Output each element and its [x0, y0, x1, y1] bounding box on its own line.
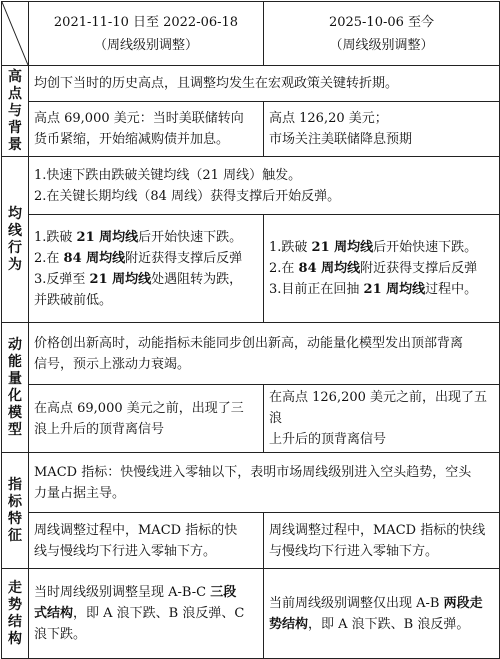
right-period-dates: 2025-10-06 至今 — [328, 14, 435, 30]
indicator-right-cell: 周线调整过程中，MACD 指标的快线 与慢线均下行进入零轴下方。 — [264, 513, 500, 569]
ma-shared-text: 1.快速下跌由跌破关键均线（21 周线）触发。 2.在关键长期均线（84 周线）获得支撑后开始反弹。 — [29, 157, 500, 215]
ma-left-cell: 1.跌破 21 周均线后开始快速下跌。 2.在 84 周均线附近获得支撑后反弹 3.反弹至 21 周均线处遇阻转为跌， 并跌破前低。 — [29, 215, 264, 323]
header-left-period — [29, 2, 264, 66]
momentum-right-cell: 在高点 126,200 美元之前，出现了五浪 上升后的顶背离信号 — [264, 385, 500, 453]
background-shared-text: 均创下当时的历史高点，且调整均发生在宏观政策关键转折期。 — [29, 66, 500, 102]
category-background: 高 点 与 背 景 — [2, 66, 29, 157]
category-trend-structure: 走 势 结 构 — [2, 569, 29, 659]
momentum-detail-row — [2, 385, 500, 453]
corner-diagonal-cell — [2, 2, 29, 66]
comparison-table — [1, 1, 500, 659]
ma-shared-row — [2, 157, 500, 215]
right-period-subtitle: （周线级别调整） — [329, 37, 434, 53]
indicator-shared-text: MACD 指标：快慢线进入零轴以下，表明市场周线级别进入空头趋势，空头 力量占据主导。 — [29, 453, 500, 513]
category-indicator-features: 指 标 特 征 — [2, 453, 29, 569]
indicator-shared-row — [2, 453, 500, 513]
momentum-left-cell: 在高点 69,000 美元之前，出现了三 浪上升后的顶背离信号 — [29, 385, 264, 453]
header-right-period — [264, 2, 500, 66]
background-shared-row — [2, 66, 500, 102]
structure-row — [2, 569, 500, 659]
header-row — [2, 2, 500, 66]
diagonal-line — [2, 2, 28, 65]
background-right-cell: 高点 126,20 美元； 市场关注美联储降息预期 — [264, 102, 500, 157]
momentum-shared-row — [2, 323, 500, 385]
background-detail-row — [2, 102, 500, 157]
category-ma-behavior: 均 线 行 为 — [2, 157, 29, 323]
ma-detail-row — [2, 215, 500, 323]
structure-right-cell: 当前周线级别调整仅出现 A-B 两段走 势结构，即 A 浪下跌、B 浪反弹。 — [264, 569, 500, 659]
ma-right-cell: 1.跌破 21 周均线后开始快速下跌。 2.在 84 周均线附近获得支撑后反弹 3.目前正在回抽 21 周均线过程中。 — [264, 215, 500, 323]
background-left-cell: 高点 69,000 美元：当时美联储转向 货币紧缩，开始缩减购债并加息。 — [29, 102, 264, 157]
left-period-subtitle: （周线级别调整） — [93, 37, 198, 53]
indicator-left-cell: 周线调整过程中，MACD 指标的快 线与慢线均下行进入零轴下方。 — [29, 513, 264, 569]
indicator-detail-row — [2, 513, 500, 569]
category-momentum-model: 动 能 量 化 模 型 — [2, 323, 29, 453]
structure-left-cell: 当时周线级别调整呈现 A-B-C 三段 式结构，即 A 浪下跌、B 浪反弹、C 浪下跌。 — [29, 569, 264, 659]
momentum-shared-text: 价格创出新高时，动能指标未能同步创出新高，动能量化模型发出顶部背离 信号，预示上涨动力衰竭。 — [29, 323, 500, 385]
left-period-dates: 2021-11-10 日至 2022-06-18 — [53, 14, 239, 30]
